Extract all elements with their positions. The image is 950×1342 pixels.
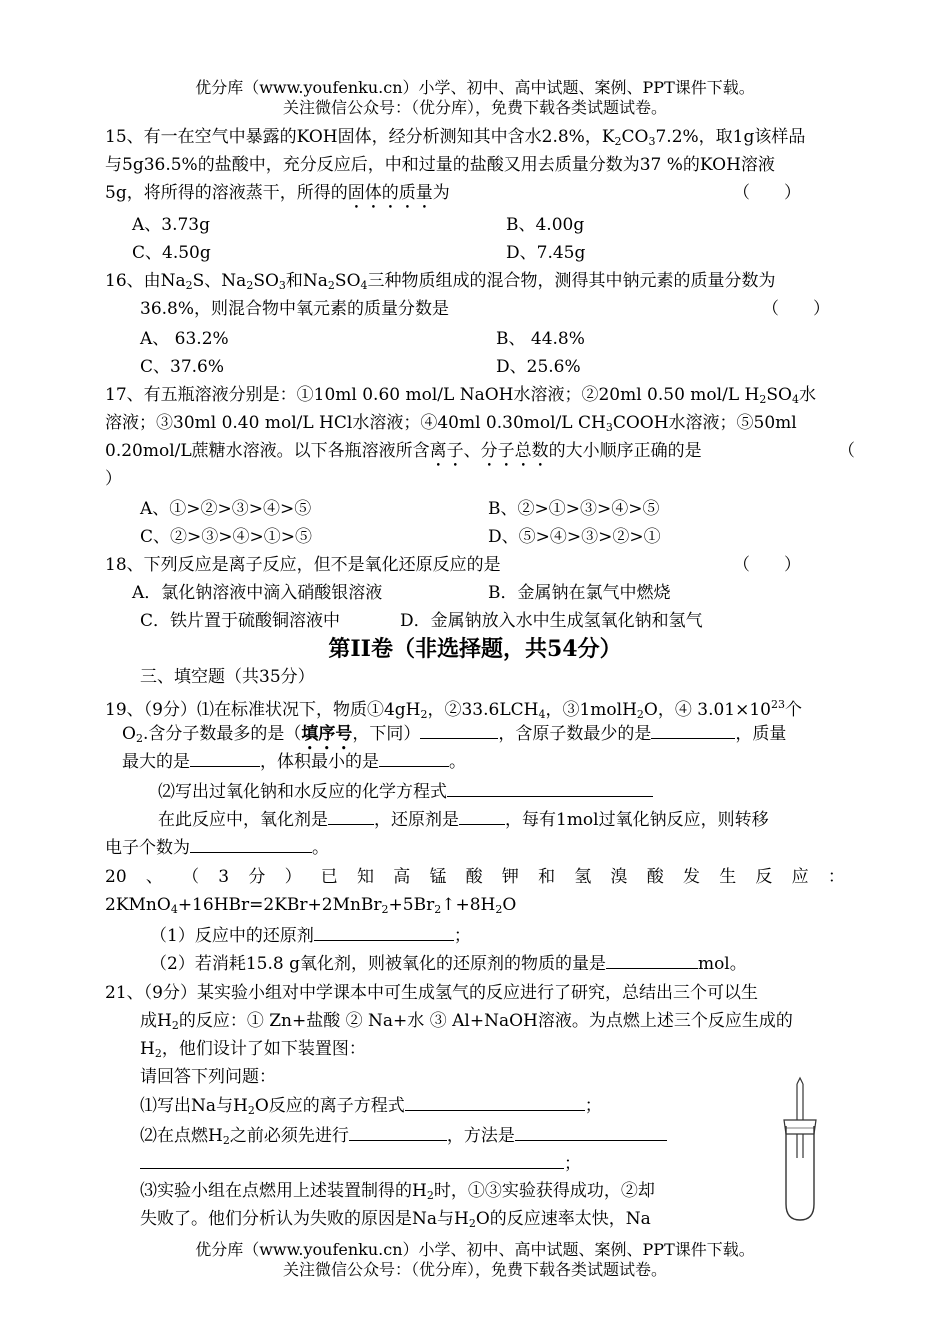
q20-char: 3 xyxy=(218,867,230,887)
q20-char: 高 xyxy=(393,867,411,887)
q19-blank-reductant[interactable] xyxy=(459,808,505,825)
section-fill-blank: 三、填空题（共35分） xyxy=(140,667,315,687)
q20-char: 应 xyxy=(791,867,809,887)
q19-blank-min-volume[interactable] xyxy=(379,750,449,767)
q17-option-b: B、②>①>③>④>⑤ xyxy=(488,499,660,519)
q19-line-2: $O_2$.含分子数最多的是（填序号，下同） ，含原子数最少的是 ，质量 xyxy=(122,724,787,745)
q15-line-2: 与5g36.5%的盐酸中，充分反应后，中和过量的盐酸又用去质量分数为37 %的KOH溶液 xyxy=(105,155,775,175)
q20-char: 酸 xyxy=(646,867,664,887)
q20-char: ） xyxy=(284,867,302,887)
q21-blank-procedure[interactable] xyxy=(349,1124,447,1141)
q20-char: 反 xyxy=(755,867,773,887)
q16-option-a: A、 63.2% xyxy=(140,329,229,349)
footer-line-1: 优分库（www.youfenku.cn）小学、初中、高中试题、案例、PPT课件下载。 xyxy=(195,1240,755,1259)
q21-line-7: ； xyxy=(140,1152,581,1175)
q19-blank-equation[interactable] xyxy=(447,780,653,797)
q18-option-d: D．金属钠放入水中生成氢氧化钠和氢气 xyxy=(400,611,703,631)
q20-char: ： xyxy=(827,867,845,887)
q20-part-1: （1）反应中的还原剂 ； xyxy=(150,926,471,946)
q15-line-3: 5g，将所得的溶液蒸干，所得的固体的质量为 xyxy=(105,183,450,203)
q17-option-c: C、②>③>④>①>⑤ xyxy=(140,527,312,547)
q20-char: （ xyxy=(182,867,200,887)
q21-blank-method[interactable] xyxy=(515,1124,667,1141)
q20-char: 锰 xyxy=(429,867,447,887)
q19-blank-electrons[interactable] xyxy=(190,836,312,853)
q20-part-2: （2）若消耗15.8 g氧化剂，则被氧化的还原剂的物质的量是 mol。 xyxy=(150,954,747,974)
q16-option-b: B、 44.8% xyxy=(496,329,585,349)
q21-line-5: ⑴写出Na与$H_2O$反应的离子方程式 ； xyxy=(140,1096,602,1117)
q17-option-d: D、⑤>④>③>②>① xyxy=(488,527,661,547)
q17-bracket-close: ） xyxy=(105,469,122,489)
q19-line-4: ⑵写出过氧化钠和水反应的化学方程式 xyxy=(158,780,653,803)
q16-option-c: C、37.6% xyxy=(140,357,225,377)
q16-answer-bracket: （ ） xyxy=(762,299,830,319)
q19-line-6: 电子个数为 。 xyxy=(105,838,329,858)
q15-option-c: C、4.50g xyxy=(132,243,211,263)
q21-line-2: 成$H_2$的反应：① Zn+盐酸 ② Na+水 ③ Al+NaOH溶液。为点燃上述三个反应生成的 xyxy=(140,1011,793,1032)
q19-blank-most-molecules[interactable] xyxy=(420,722,498,739)
q15-answer-bracket: （ ） xyxy=(733,183,801,203)
q16-line-1: 16、由$Na_2S$、$Na_2SO_3$和$Na_2SO_4$三种物质组成的混合物，测得其中钠元素的质量分数为 xyxy=(105,271,776,292)
q20-equation: $2KMnO_4+16HBr=2KBr+2MnBr_2+5Br_2↑+8H_2O$ xyxy=(105,895,517,916)
q21-line-8: ⑶实验小组在点燃用上述装置制得的$H_2$时，①③实验获得成功，②却 xyxy=(140,1181,655,1202)
q17-line-3: 0.20mol/L蔗糖水溶液。以下各瓶溶液所含离子、分子总数的大小顺序正确的是 xyxy=(105,441,702,461)
q18-line-1: 18、下列反应是离子反应，但不是氧化还原反应的是 xyxy=(105,555,501,575)
q20-char: 钾 xyxy=(501,867,519,887)
q16-line-2: 36.8%，则混合物中氧元素的质量分数是 xyxy=(140,299,450,319)
q17-bracket-open: （ xyxy=(838,441,855,461)
q20-char: 生 xyxy=(719,867,737,887)
q19-line-5: 在此反应中，氧化剂是 ，还原剂是 ，每有1mol过氧化钠反应，则转移 xyxy=(158,810,769,830)
q17-option-a: A、①>②>③>④>⑤ xyxy=(140,499,312,519)
q19-blank-fewest-atoms[interactable] xyxy=(651,722,735,739)
q20-char: 和 xyxy=(538,867,556,887)
q19-blank-max-mass[interactable] xyxy=(190,750,260,767)
header-line-1: 优分库（www.youfenku.cn）小学、初中、高中试题、案例、PPT课件下载。 xyxy=(195,78,755,97)
q17-line-2: 溶液；③30ml 0.40 mol/L HCl水溶液；④40ml 0.30mol/L $CH_3COOH$水溶液；⑤50ml xyxy=(105,413,797,434)
q15-option-d: D、7.45g xyxy=(506,243,586,263)
q20-char: 氢 xyxy=(574,867,592,887)
q20-blank-moles[interactable] xyxy=(606,952,698,969)
q21-line-3: $H_2$，他们设计了如下装置图： xyxy=(140,1039,366,1060)
q20-char: 知 xyxy=(357,867,374,887)
q17-line-1: 17、有五瓶溶液分别是：①10ml 0.60 mol/L NaOH水溶液；②20ml 0.50 mol/L $H_2SO_4$水 xyxy=(105,385,816,406)
test-tube-apparatus-icon xyxy=(770,1076,830,1226)
q20-char: 分 xyxy=(248,867,266,887)
q20-spread-text xyxy=(105,866,845,888)
q21-line-4: 请回答下列问题： xyxy=(140,1067,276,1087)
q20-line-1 xyxy=(105,866,845,888)
q20-blank-reductant[interactable] xyxy=(314,924,454,941)
q20-char: 已 xyxy=(320,867,338,887)
q18-answer-bracket: （ ） xyxy=(733,555,801,575)
q21-line-1: 21、（9分）某实验小组对中学课本中可生成氢气的反应进行了研究，总结出三个可以生 xyxy=(105,983,758,1003)
q18-option-c: C．铁片置于硫酸铜溶液中 xyxy=(140,611,341,631)
q18-option-b: B．金属钠在氯气中燃烧 xyxy=(488,583,671,603)
q21-blank-ionic-equation[interactable] xyxy=(405,1094,585,1111)
q20-char: 、 xyxy=(145,867,163,887)
q21-line-9: 失败了。他们分析认为失败的原因是Na与$H_2O$的反应速率太快，Na xyxy=(140,1209,651,1230)
q21-blank-method-continued[interactable] xyxy=(140,1152,564,1169)
header-line-2: 关注微信公众号：（优分库），免费下载各类试题试卷。 xyxy=(282,98,667,117)
q20-char: 发 xyxy=(682,867,700,887)
q21-line-6: ⑵在点燃$H_2$之前必须先进行 ，方法是 xyxy=(140,1124,667,1152)
q15-option-a: A、3.73g xyxy=(132,215,211,235)
q15-option-b: B、4.00g xyxy=(506,215,585,235)
q15-line-1: 15、有一在空气中暴露的KOH固体，经分析测知其中含水2.8%，$K_2CO_37.2\%$，取1g该样品 xyxy=(105,127,806,148)
footer-line-2: 关注微信公众号：（优分库），免费下载各类试题试卷。 xyxy=(282,1260,667,1279)
q18-option-a: A．氯化钠溶液中滴入硝酸银溶液 xyxy=(132,583,383,603)
part2-title: 第II卷（非选择题，共54分） xyxy=(328,636,622,662)
q19-blank-oxidant[interactable] xyxy=(328,808,374,825)
q19-line-1: 19、（9分）⑴在标准状况下，物质$①4gH_2$，$②33.6LCH_4$，③1molH$_2$O，④ $3.01\times 10^{23}$个 xyxy=(105,698,802,721)
q16-option-d: D、25.6% xyxy=(496,357,581,377)
q20-char: 酸 xyxy=(465,867,483,887)
q20-char: 溴 xyxy=(610,867,628,887)
q20-char: 20 xyxy=(105,867,127,887)
q19-line-3: 最大的是 ，体积最小的是 。 xyxy=(122,752,466,772)
